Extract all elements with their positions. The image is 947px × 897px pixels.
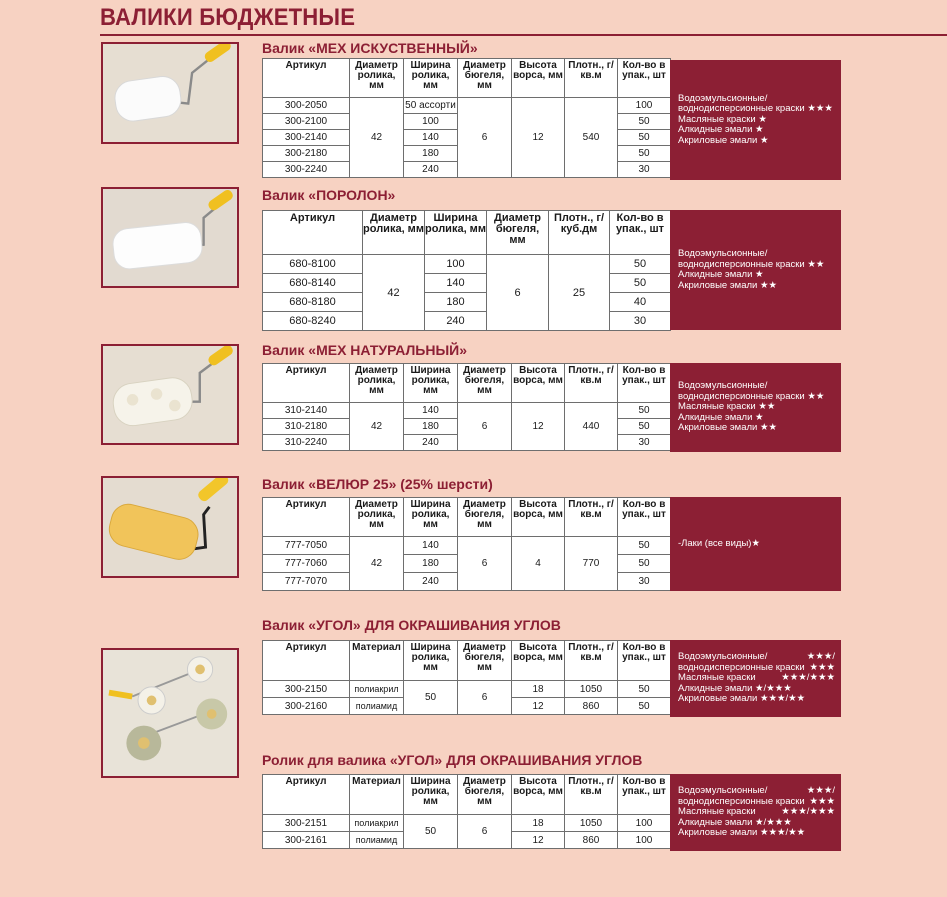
cell-qty: 50 [618,146,671,162]
cell-bracket: 6 [458,98,512,178]
fur-roller-photo [101,42,239,144]
cell-density: 440 [565,403,618,451]
paint-compat-note-fur-artificial [670,60,841,180]
cell-width: 50 ассорти [404,98,458,114]
col-header-width: Ширина ролика, мм [404,59,458,98]
cell-width: 180 [404,419,458,435]
cell-article: 300-2240 [263,162,350,178]
cell-bracket: 6 [458,403,512,451]
section-title-fur-natural: Валик «МЕХ НАТУРАЛЬНЫЙ» [262,342,468,358]
note-line: Алкидные эмали ★/★★★ [678,816,792,828]
note-line: воднодисперсионные краски ★★ [678,258,825,270]
col-header-qty: Кол-во в упак., шт [618,364,671,403]
cell-material: полиакрил [350,815,404,832]
cell-pile: 4 [512,537,565,591]
cell-width: 140 [404,130,458,146]
note-line: Акриловые эмали ★★★/★★ [678,827,806,839]
cell-qty: 50 [618,114,671,130]
cell-width: 100 [404,114,458,130]
cell-qty: 40 [610,293,671,312]
col-header-pile: Высота ворса, мм [512,59,565,98]
paint-compat-note-foam [670,210,841,330]
cell-density: 540 [565,98,618,178]
note-line: Алкидные эмали ★ [678,411,764,423]
col-header-width: Ширина ролика, мм [425,211,487,255]
note-line: Алкидные эмали ★ [678,124,764,136]
col-header-bracket: Диаметр бюгеля, мм [458,775,512,815]
note-line: Алкидные эмали ★/★★★ [678,682,792,694]
cell-width: 240 [404,435,458,451]
cell-width: 50 [404,681,458,715]
cell-width: 50 [404,815,458,849]
cell-density: 25 [549,255,610,331]
cell-width: 240 [404,573,458,591]
col-header-article: Артикул [263,498,350,537]
velour-roller-photo [101,476,239,578]
col-header-qty: Кол-во в упак., шт [618,641,671,681]
cell-article: 300-2100 [263,114,350,130]
note-line: Акриловые эмали ★★★/★★ [678,693,806,705]
spec-table-fur-artificial [262,58,671,178]
cell-article: 310-2140 [263,403,350,419]
col-header-diameter: Диаметр ролика, мм [363,211,425,255]
col-header-diameter: Диаметр ролика, мм [350,364,404,403]
note-line: Акриловые эмали ★ [678,134,769,146]
table-row [263,815,671,832]
cell-article: 300-2161 [263,832,350,849]
cell-qty: 100 [618,832,671,849]
col-header-density: Плотн., г/кв.м [565,59,618,98]
cell-qty: 30 [610,312,671,331]
col-header-qty: Кол-во в упак., шт [610,211,671,255]
cell-width: 180 [404,555,458,573]
cell-pile: 12 [512,832,565,849]
cell-diameter: 42 [363,255,425,331]
col-header-pile: Высота ворса, мм [512,498,565,537]
col-header-bracket: Диаметр бюгеля, мм [458,641,512,681]
cell-width: 140 [404,537,458,555]
note-line: Масляные краски ★★ [678,401,776,413]
cell-density: 1050 [565,815,618,832]
foam-roller-photo [101,187,239,288]
cell-pile: 12 [512,98,565,178]
cell-pile: 12 [512,403,565,451]
table-row [263,681,671,698]
col-header-bracket: Диаметр бюгеля, мм [458,498,512,537]
table-row [263,274,671,293]
cell-article: 680-8180 [263,293,363,312]
cell-material: полиакрил [350,681,404,698]
section-title-corner-refill: Ролик для валика «УГОЛ» ДЛЯ ОКРАШИВАНИЯ УГЛОВ [262,752,643,768]
cell-bracket: 6 [487,255,549,331]
cell-qty: 30 [618,573,671,591]
col-header-diameter: Диаметр ролика, мм [350,498,404,537]
col-header-material: Материал [350,775,404,815]
cell-article: 680-8100 [263,255,363,274]
cell-article: 777-7050 [263,537,350,555]
col-header-pile: Высота ворса, мм [512,775,565,815]
cell-width: 140 [425,274,487,293]
section-title-corner-roller: Валик «УГОЛ» ДЛЯ ОКРАШИВАНИЯ УГЛОВ [262,617,561,633]
note-line: Масляные краски ★ [678,113,767,125]
table-row [263,403,671,419]
cell-article: 300-2151 [263,815,350,832]
table-row [263,312,671,331]
spec-table-corner-refill [262,774,671,849]
col-header-pile: Высота ворса, мм [512,364,565,403]
col-header-density: Плотн., г/кв.м [565,498,618,537]
note-line: -Лаки (все виды)★ [678,537,760,549]
cell-article: 300-2050 [263,98,350,114]
cell-density: 770 [565,537,618,591]
section-title-velour: Валик «ВЕЛЮР 25» (25% шерсти) [262,476,493,492]
cell-width: 240 [425,312,487,331]
cell-width: 180 [425,293,487,312]
cell-qty: 100 [618,815,671,832]
cell-bracket: 6 [458,681,512,715]
cell-article: 300-2160 [263,698,350,715]
paint-compat-note-corner-roller [670,640,841,717]
col-header-article: Артикул [263,364,350,403]
col-header-width: Ширина ролика, мм [404,498,458,537]
cell-article: 680-8240 [263,312,363,331]
cell-qty: 50 [618,698,671,715]
note-line: Алкидные эмали ★ [678,269,764,280]
note-line: Акриловые эмали ★★ [678,422,777,434]
note-line: Водоэмульсионные/ ★★★/ [678,651,835,663]
spec-table-foam [262,210,671,331]
col-header-diameter: Диаметр ролика, мм [350,59,404,98]
section-title-foam: Валик «ПОРОЛОН» [262,187,396,203]
col-header-article: Артикул [263,211,363,255]
cell-material: полиамид [350,832,404,849]
cell-density: 1050 [565,681,618,698]
col-header-density: Плотн., г/кв.м [565,641,618,681]
cell-article: 300-2150 [263,681,350,698]
cell-diameter: 42 [350,98,404,178]
cell-width: 140 [404,403,458,419]
col-header-pile: Высота ворса, мм [512,641,565,681]
cell-qty: 50 [610,255,671,274]
col-header-article: Артикул [263,775,350,815]
table-row [263,537,671,555]
table-row [263,255,671,274]
cell-width: 100 [425,255,487,274]
cell-article: 310-2240 [263,435,350,451]
cell-qty: 30 [618,435,671,451]
corner-roller-photo [101,648,239,778]
cell-qty: 50 [618,681,671,698]
note-line: Водоэмульсионные/ [678,380,768,392]
col-header-width: Ширина ролика, мм [404,364,458,403]
cell-qty: 50 [618,419,671,435]
table-row [263,98,671,114]
cell-pile: 12 [512,698,565,715]
cell-density: 860 [565,832,618,849]
note-line: Акриловые эмали ★★ [678,279,777,291]
spec-table-velour [262,497,671,591]
note-line: Водоэмульсионные/ [678,248,768,259]
cell-pile: 18 [512,681,565,698]
cell-qty: 50 [618,403,671,419]
col-header-density: Плотн., г/кв.м [565,364,618,403]
cell-pile: 18 [512,815,565,832]
col-header-bracket: Диаметр бюгеля, мм [458,364,512,403]
note-line: воднодисперсионные краски ★★★ [678,103,833,115]
note-line: Водоэмульсионные/ ★★★/ [678,785,835,797]
col-header-width: Ширина ролика, мм [404,775,458,815]
note-line: воднодисперсионные краски ★★ [678,390,825,402]
section-title-fur-artificial: Валик «МЕХ ИСКУСТВЕННЫЙ» [262,40,478,56]
cell-width: 180 [404,146,458,162]
table-row [263,293,671,312]
cell-width: 240 [404,162,458,178]
cell-qty: 50 [618,130,671,146]
cell-article: 680-8140 [263,274,363,293]
cell-qty: 30 [618,162,671,178]
col-header-qty: Кол-во в упак., шт [618,498,671,537]
spec-table-corner-roller [262,640,671,715]
cell-article: 300-2140 [263,130,350,146]
cell-article: 777-7060 [263,555,350,573]
col-header-article: Артикул [263,641,350,681]
note-line: Масляные краски ★★★/★★★ [678,806,835,818]
cell-article: 310-2180 [263,419,350,435]
cell-density: 860 [565,698,618,715]
cell-article: 777-7070 [263,573,350,591]
spec-table-fur-natural [262,363,671,451]
cell-qty: 50 [610,274,671,293]
col-header-density: Плотн., г/куб.дм [549,211,610,255]
col-header-qty: Кол-во в упак., шт [618,775,671,815]
cell-qty: 100 [618,98,671,114]
cell-qty: 50 [618,537,671,555]
cell-bracket: 6 [458,537,512,591]
paint-compat-note-velour [670,497,841,591]
col-header-article: Артикул [263,59,350,98]
title-divider [100,34,947,36]
note-line: воднодисперсионные краски ★★★ [678,795,835,807]
col-header-bracket: Диаметр бюгеля, мм [458,59,512,98]
cell-qty: 50 [618,555,671,573]
cell-diameter: 42 [350,537,404,591]
note-line: Масляные краски ★★★/★★★ [678,672,835,684]
paint-compat-note-fur-natural [670,363,841,452]
note-line: Водоэмульсионные/ [678,92,768,104]
col-header-qty: Кол-во в упак., шт [618,59,671,98]
natural-fur-roller-photo [101,344,239,445]
col-header-material: Материал [350,641,404,681]
cell-bracket: 6 [458,815,512,849]
cell-material: полиамид [350,698,404,715]
cell-diameter: 42 [350,403,404,451]
note-line: воднодисперсионные краски ★★★ [678,661,835,673]
col-header-bracket: Диаметр бюгеля, мм [487,211,549,255]
col-header-density: Плотн., г/кв.м [565,775,618,815]
col-header-width: Ширина ролика, мм [404,641,458,681]
cell-article: 300-2180 [263,146,350,162]
page-title: ВАЛИКИ БЮДЖЕТНЫЕ [100,4,356,31]
paint-compat-note-corner-refill [670,774,841,851]
